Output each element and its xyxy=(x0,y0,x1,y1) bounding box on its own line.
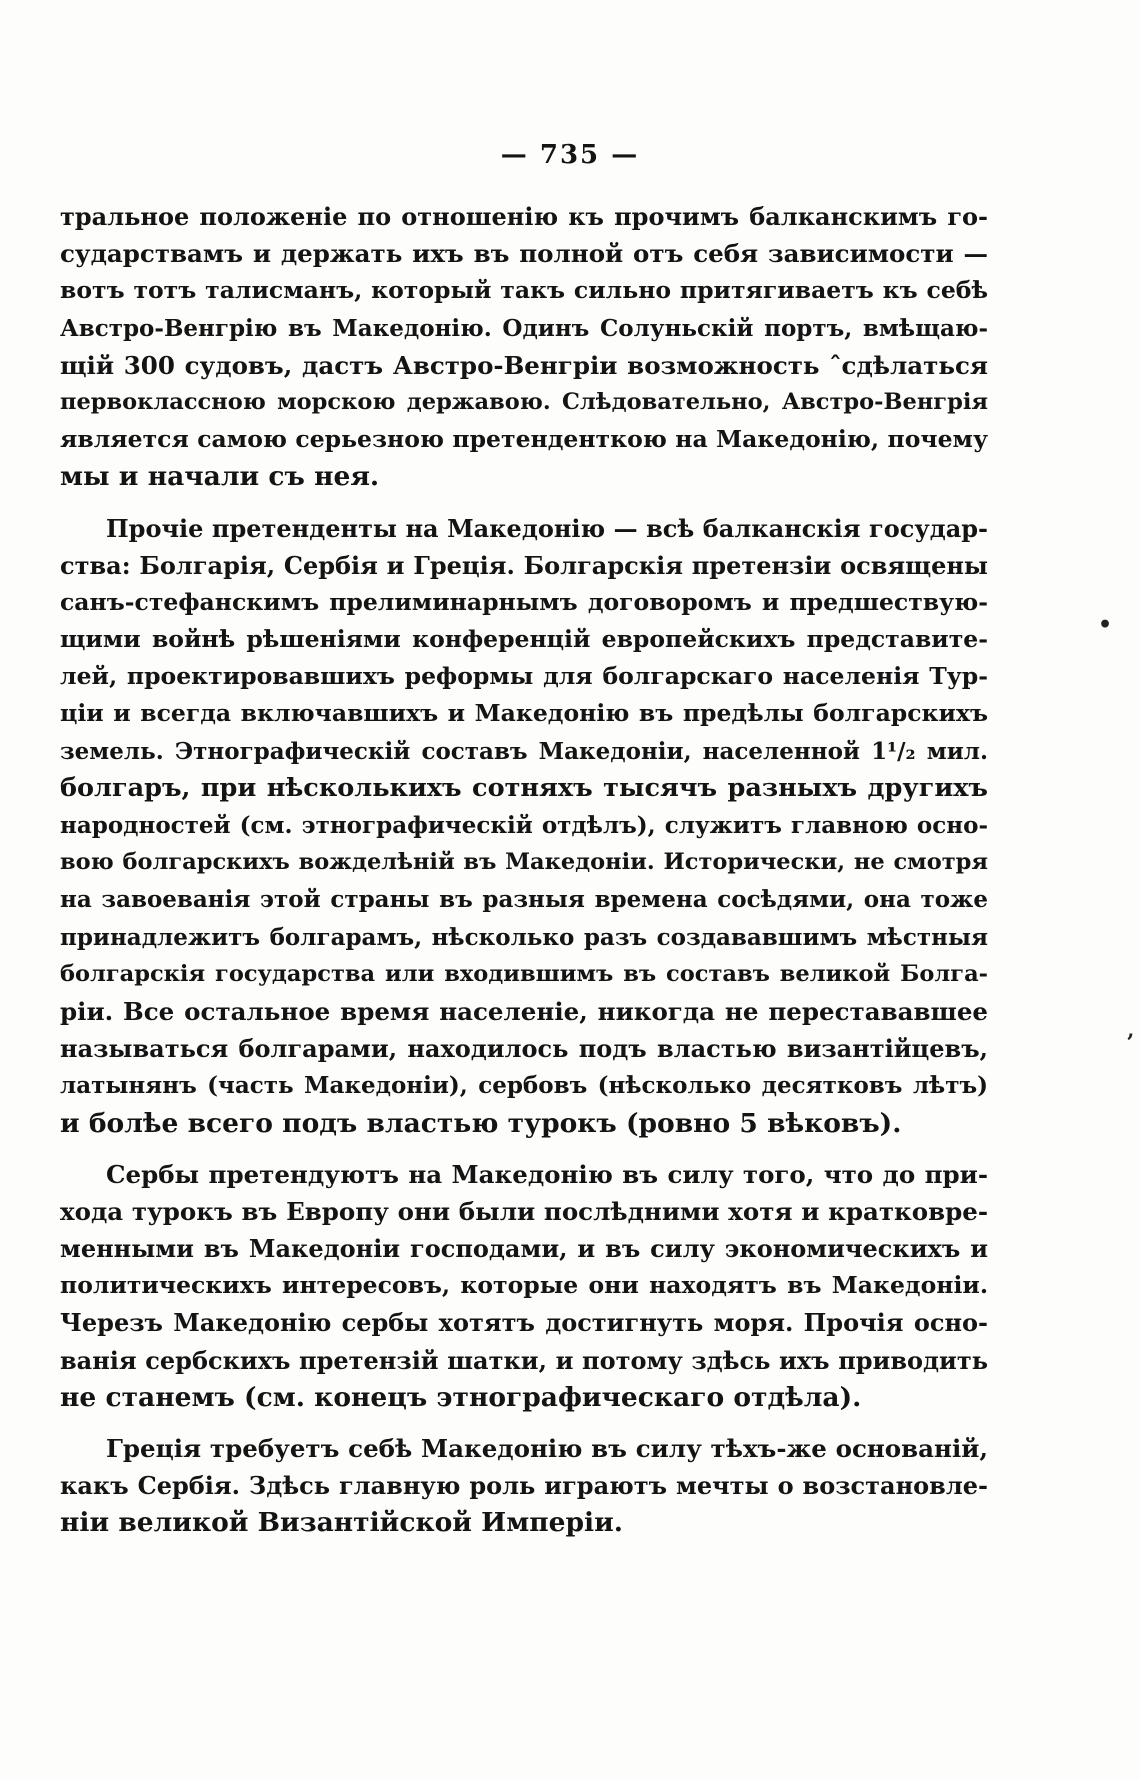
text-line: ства: Болгарія, Сербія и Греція. Болгарскія претензіи освящены xyxy=(60,550,988,580)
text-line: Греція требуетъ себѣ Македонію въ силу тѣхъ-же основаній, xyxy=(106,1434,988,1463)
text-line: санъ-стефанскимъ прелиминарнымъ договоромъ и предшествую- xyxy=(60,587,988,616)
text-line: менными въ Македоніи господами, и въ силу экономическихъ и xyxy=(60,1234,988,1264)
paragraph-gap xyxy=(60,1416,988,1430)
paragraph-3 xyxy=(60,1156,988,1416)
text-line: вотъ тотъ талисманъ, который такъ сильно притягиваетъ къ себѣ xyxy=(60,276,988,305)
text-line: первоклассною морскою державою. Слѣдовательно, Австро-Венгрія xyxy=(60,388,988,415)
page-number xyxy=(0,140,1140,170)
paragraph-gap xyxy=(60,496,988,510)
text-line: латынянъ (часть Македоніи), сербовъ (нѣсколько десятковъ лѣтъ) xyxy=(60,1072,988,1100)
text-line: Прочіе претенденты на Македонію — всѣ балканскія государ- xyxy=(106,513,988,543)
margin-dot-mark: • xyxy=(1098,612,1113,638)
text-line: ніи великой Византійской Имперіи. xyxy=(60,1507,623,1539)
text-line: ціи и всегда включавшихъ и Македонію въ предѣлы болгарскихъ xyxy=(60,699,988,728)
text-line: Сербы претендуютъ на Македонію въ силу того, что до при- xyxy=(106,1159,988,1189)
paragraph-4 xyxy=(60,1430,988,1542)
text-line: является самою серьезною претенденткою на Македонію, почему xyxy=(60,425,988,454)
text-line: на завоеванія этой страны въ разныя времена сосѣдями, она тоже xyxy=(60,886,988,914)
text-line: народностей (см. этнографическій отдѣлъ), служитъ главною осно- xyxy=(60,812,988,839)
text-line: мы и начали съ нея. xyxy=(60,461,380,493)
text-line: лей, проектировавшихъ реформы для болгарскаго населенія Тур- xyxy=(60,662,988,691)
text-line: щій 300 судовъ, дастъ Австро-Венгріи возможность ˆсдѣлаться xyxy=(60,350,988,380)
page-number-dash-left: — xyxy=(500,140,529,170)
text-line: болгарскія государства или входившимъ въ составъ великой Болга- xyxy=(60,960,988,987)
text-line: тральное положеніе по отношенію къ прочимъ балканскимъ го- xyxy=(60,202,988,231)
text-line: ванія сербскихъ претензій шатки, и потому здѣсь ихъ приводить xyxy=(60,1345,988,1375)
text-line: вою болгарскихъ вожделѣній въ Македоніи. Исторически, не смотря xyxy=(60,849,988,876)
text-line: и болѣе всего подъ властью турокъ (ровно 5 вѣковъ). xyxy=(60,1107,902,1139)
paragraph-2 xyxy=(60,510,988,1142)
body-text xyxy=(60,198,988,1542)
text-line: какъ Сербія. Здѣсь главную роль играютъ мечты о возстановле- xyxy=(60,1471,988,1501)
text-line: хода турокъ въ Европу они были послѣдними хотя и кратковре- xyxy=(60,1196,988,1226)
text-line: Австро-Венгрію въ Македонію. Одинъ Солуньскій портъ, вмѣщаю- xyxy=(60,314,988,342)
text-line: щими войнѣ рѣшеніями конференцій европейскихъ представите- xyxy=(60,625,988,654)
paragraph-gap xyxy=(60,1142,988,1156)
paragraph-1 xyxy=(60,198,988,496)
text-line: болгаръ, при нѣсколькихъ сотняхъ тысячъ разныхъ другихъ xyxy=(60,772,988,803)
margin-tick-mark: ʼ xyxy=(1126,1030,1134,1056)
text-line: принадлежитъ болгарамъ, нѣсколько разъ создававшимъ мѣстныя xyxy=(60,923,988,951)
text-line: сударствамъ и держать ихъ въ полной отъ себя зависимости — xyxy=(60,239,988,269)
text-line: Черезъ Македонію сербы хотятъ достигнуть моря. Прочія осно- xyxy=(60,1308,988,1338)
text-line: не станемъ (см. конецъ этнографическаго отдѣла). xyxy=(60,1381,862,1413)
text-line: политическихъ интересовъ, которые они находятъ въ Македоніи. xyxy=(60,1271,988,1300)
page-number-value: 735 xyxy=(539,140,601,170)
page-number-dash-right: — xyxy=(611,140,640,170)
text-line: называться болгарами, находилось подъ властью византійцевъ, xyxy=(60,1034,988,1064)
text-line: земель. Этнографическій составъ Македоніи, населенной 1¹/₂ мил. xyxy=(60,737,988,765)
text-line: ріи. Все остальное время населеніе, никогда не перестававшее xyxy=(60,996,988,1026)
